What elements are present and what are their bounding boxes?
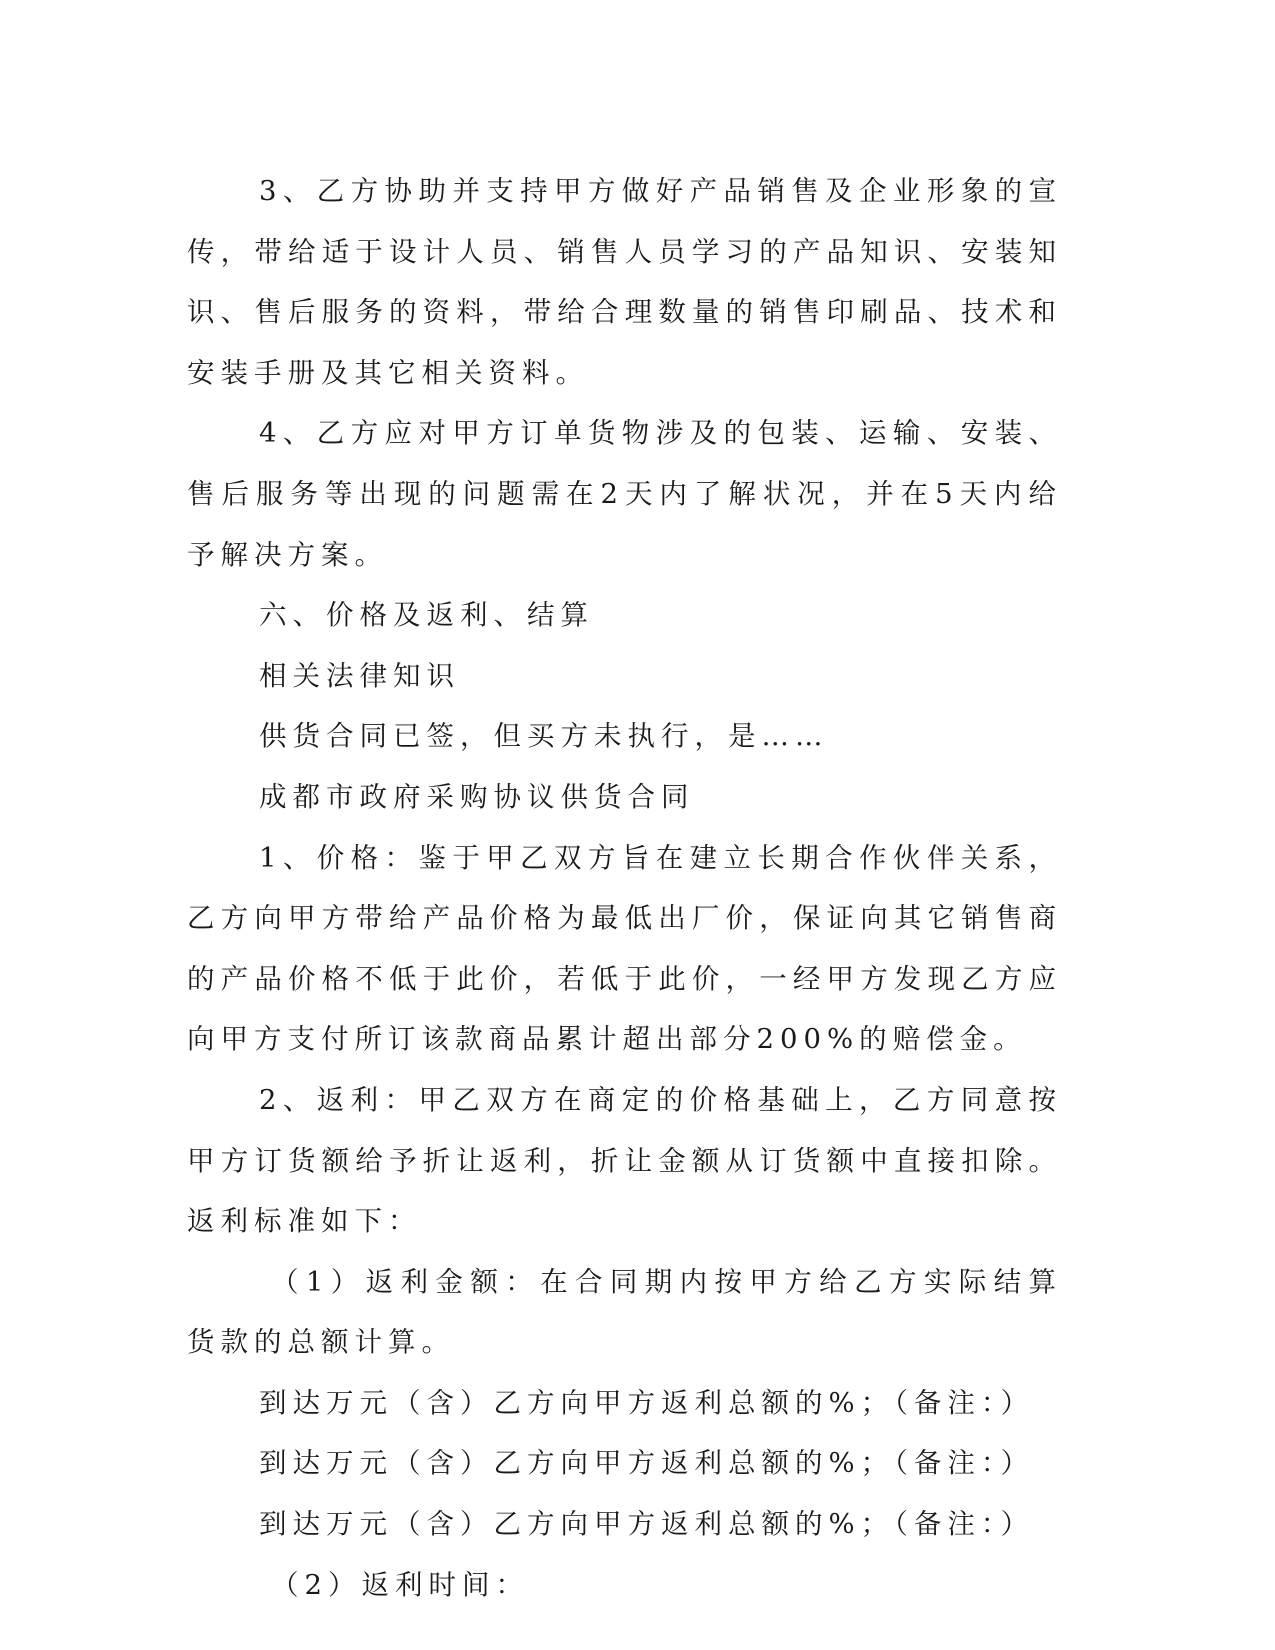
rebate-tier-2: 到达万元（含）乙方向甲方返利总额的%；（备注：） bbox=[259, 1447, 1035, 1480]
clause-4-paragraph: 4、乙方应对甲方订单货物涉及的包装、运输、安装、售后服务等出现的问题需在2天内了解状况，并在5天内给予解决方案。 bbox=[187, 417, 1062, 571]
related-law-label: 相关法律知识 bbox=[259, 659, 460, 692]
document-body bbox=[187, 161, 1062, 1615]
rebate-time-line: （2）返利时间： bbox=[271, 1568, 529, 1601]
rebate-tier-1: 到达万元（含）乙方向甲方返利总额的%；（备注：） bbox=[259, 1386, 1035, 1419]
price-paragraph: 1、价格：鉴于甲乙双方旨在建立长期合作伙伴关系，乙方向甲方带给产品价格为最低出厂价，保证向其它销售商的产品价格不低于此价，若低于此价，一经甲方发现乙方应向甲方支付所订该款商品累计超出部分200%的赔偿金。 bbox=[187, 841, 1062, 1056]
rebate-tier-3: 到达万元（含）乙方向甲方返利总额的%；（备注：） bbox=[259, 1508, 1035, 1541]
rebate-amount-paragraph: （1）返利金额：在合同期内按甲方给乙方实际结算货款的总额计算。 bbox=[187, 1265, 1062, 1359]
clause-3-paragraph: 3、乙方协助并支持甲方做好产品销售及企业形象的宣传，带给适于设计人员、销售人员学习的产品知识、安装知识、售后服务的资料，带给合理数量的销售印刷品、技术和安装手册及其它相关资料。 bbox=[187, 175, 1062, 389]
related-link-1: 供货合同已签，但买方未执行，是…… bbox=[259, 720, 829, 753]
section-6-heading: 六、价格及返利、结算 bbox=[259, 599, 594, 632]
rebate-paragraph: 2、返利：甲乙双方在商定的价格基础上，乙方同意按甲方订货额给予折让返利，折让金额从订货额中直接扣除。返利标准如下： bbox=[187, 1083, 1062, 1238]
related-link-2: 成都市政府采购协议供货合同 bbox=[259, 780, 695, 813]
